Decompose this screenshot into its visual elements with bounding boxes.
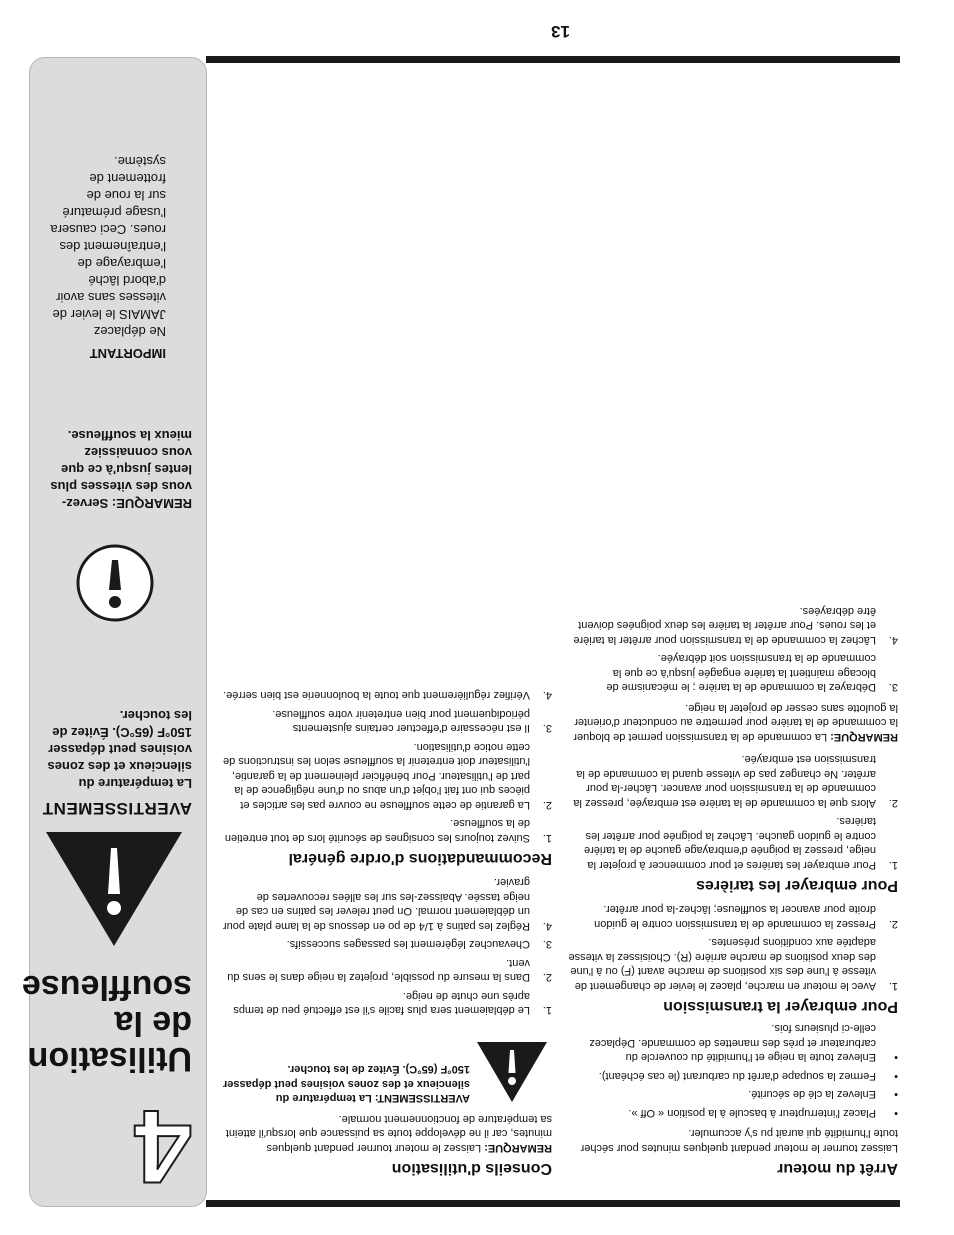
sidebar-note: [44, 427, 192, 512]
augers-note-head: REMARQUE:: [830, 731, 898, 743]
page-number: 13: [551, 22, 570, 41]
warning-triangle-icon: [44, 830, 184, 948]
list-item: 4. Vérifiez régulièrement que toute la boulonnerie est bien serrée.: [223, 689, 552, 702]
augers-heading: Pour embrayer les tarières: [696, 877, 898, 894]
list-item: 4. Réglez les patins à 1/4 de po en dessous de la lame plate pour un déblaiement normal. On peut relever les patins en cas de neige tassée. Abaissez-les sur les allées recouvertes de gravier.: [223, 876, 552, 932]
stop-bullets: [568, 1021, 898, 1120]
tips-note-head: REMARQUE:: [484, 1142, 552, 1154]
tips-list: [222, 875, 552, 1018]
sidebar-note-head: REMARQUE:: [111, 496, 192, 511]
top-rule: [206, 1200, 900, 1207]
chapter-title-line2: de la: [114, 1004, 192, 1042]
list-item: 2. Alors que la commande de la tarière est embrayée, pressez la commande de la transmission pour avancer. Lâcher-la pour arrêter. Ne changez pas de vitesse quand la commande de la transmission est embrayée.: [573, 753, 898, 809]
list-item: 4. Lâchez la commande de la transmission pour arrêter la tarière et les roues. Pour arrêter la tarière les deux poignées doivent être débrayées.: [573, 605, 898, 646]
sidebar-important-title: IMPORTANT: [89, 346, 166, 361]
list-item: • Fermez la soupape d'arrêt du carburant (le cas échéant).: [598, 1070, 898, 1082]
warning-triangle-small-icon: [476, 1042, 548, 1104]
sidebar-warning-text: La température du silencieux et des zones voisines peut dépasser 150°F (65°C). Évitez de les toucher.: [47, 708, 192, 791]
list-item: 2. La garantie de cette souffleuse ne couvre pas les articles et pièces qui ont fait l'objet d'un abus ou d'une négligence de la part de l'utilisateur. Pour bénéficier pleinement de la garantie, l'utilisateur doit entretenir la souffleuse selon les instructions de cette notice d'utilisation.: [222, 741, 552, 811]
list-item: • Placez l'interrupteur à bascule à la position « Off ».: [628, 1107, 898, 1119]
sidebar-note-text: Servez-vous des vitesses plus lentes jusqu'à ce que vous connaissiez mieux la souffleuse.: [50, 428, 192, 511]
augers-note-text: La commande de la transmission permet de bloquer la commande de la tarière pour permettre au conducteur d'orienter la goulotte sans cesser de projeter la neige.: [573, 702, 898, 743]
chapter-title-line3: souffleuse: [21, 968, 192, 1006]
inline-warning: [222, 1026, 552, 1106]
list-item: 2. Pressez la commande de la transmission contre le guidon droite pour avancer la souffleuse; lâchez-la pour arrêter.: [594, 903, 898, 930]
list-item: 1. Avec le moteur en marche, placez le levier de changement de vitesse à l'une des six positions de marche avant (F) ou à l'une des deux positions de marche arrière (R). Choisissez la vitesse adaptée aux conditions présentes.: [568, 936, 898, 992]
list-item: • Enlevez toute la neige et l'humidité du couvercle du carburateur et près des manettes de commande. Déplacez celle-ci plusieurs fois.: [589, 1022, 898, 1064]
augers-list-continued: [568, 604, 898, 695]
inline-warning-head: AVERTISSEMENT:: [374, 1092, 470, 1105]
chapter-number: 4: [134, 1088, 192, 1204]
inline-warning-text: La température du silencieux et des zones voisines peut dépasser 150°F (65°C). Évitez de les toucher.: [223, 1063, 470, 1105]
transmission-list: [568, 902, 898, 993]
augers-list: [568, 752, 898, 872]
tips-heading: Conseils d'utilisation: [391, 1160, 552, 1177]
list-item: 2. Dans la mesure du possible, projetez la neige dans le sens du vent.: [227, 957, 552, 984]
list-item: 3. Chevauchez légèrement les passages successifs.: [286, 938, 552, 951]
list-item: • Enlevez la clé de sécurité.: [748, 1088, 898, 1101]
list-item: 3. Débrayez la commande de la tarière ; le mécanisme de blocage maintient la tarière engagée jusqu'à ce que la commande de la transmission soit débrayée.: [606, 652, 898, 694]
tips-note: [222, 1112, 552, 1156]
info-icon: [76, 544, 154, 622]
tips-column: [222, 680, 552, 1177]
transmission-heading: Pour embrayer la transmission: [663, 998, 898, 1015]
list-item: 1. Suivez toujours les consignes de sécurité lors de tout entretien de la souffleuse.: [224, 817, 552, 844]
stop-heading: Arrêt du moteur: [777, 1160, 898, 1177]
sidebar-warning-title: AVERTISSEMENT: [42, 799, 192, 818]
stop-intro: Laissez tourner le moteur pendant quelques minutes pour sécher toute l'humidité qui aurait pu s'y accumuler.: [580, 1127, 898, 1154]
sidebar-panel: [21, 57, 207, 1207]
chapter-title-line1: Utilisation: [27, 1040, 192, 1078]
engine-column: [568, 596, 898, 1178]
list-item: 1. Pour embrayer les tarières et pour commencer à projeter la neige, pressez la poignée d'embrayage gauche de la tarière contre le guidon gauche. Lâchez la poignée pour arrêter les tarières.: [584, 815, 898, 871]
bottom-rule: [206, 56, 900, 63]
sidebar-important-text: Ne déplacez JAMAIS le levier de vitesses sans avoir d'abord lâché l'embrayage de l'entraînement des roues. Ceci causera l'usage prématuré sur la roue de frottement de système.: [50, 154, 166, 339]
tips-note-text: Laissez le moteur tourner pendant quelques minutes, car il ne développe toute sa puissance que lorsqu'il atteint sa température de fonctionnement normale.: [225, 1113, 552, 1154]
augers-note: [568, 701, 898, 745]
general-list: [222, 688, 552, 845]
general-heading: Recommandations d'ordre général: [288, 850, 552, 867]
list-item: 1. Le déblaiement sera plus facile s'il est effectué peu de temps après une chute de neige.: [233, 990, 552, 1017]
list-item: 3. Il est nécessaire d'effectuer certains ajustements périodiquement pour bien entretenir votre souffleuse.: [272, 708, 552, 735]
